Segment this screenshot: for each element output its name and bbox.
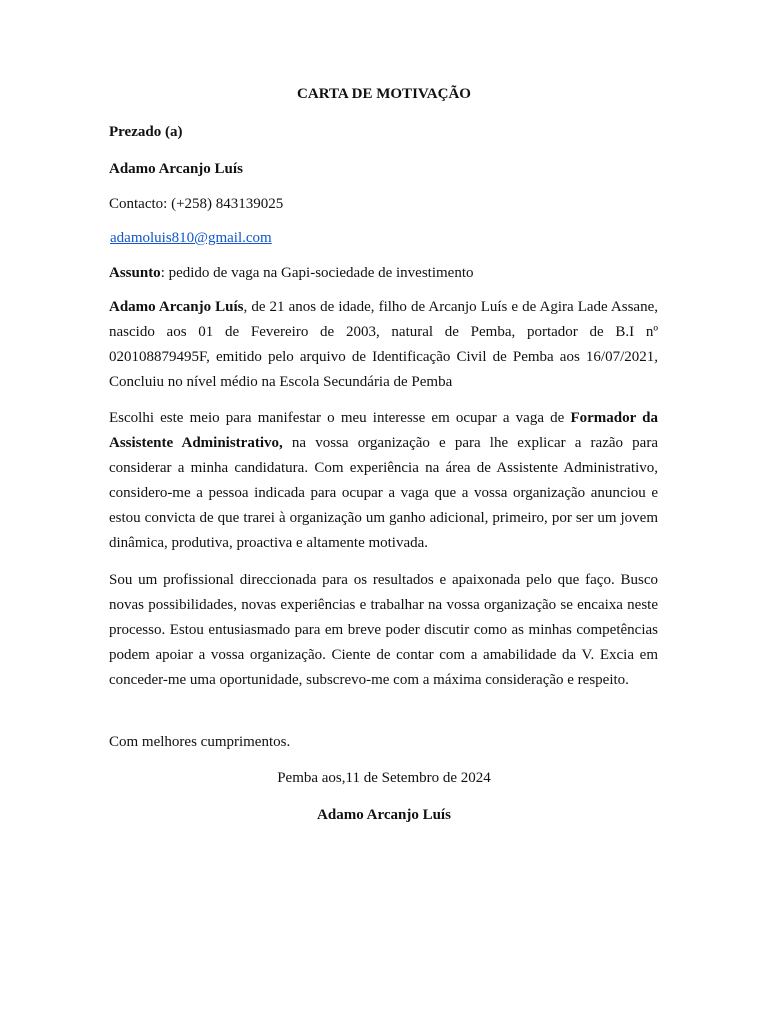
paragraph-profile: Sou um profissional direccionada para os resultados e apaixonada pelo que faço. Busco novas possibilidades, novas experiências e trabalhar na vossa organização se encaixa neste processo. Estou entusiasmado para em breve poder discutir como as minhas competências podem apoiar a vossa organização. Ciente de contar com a amabilidade da V. Excia em conceder-me uma oportunidade, subscrevo-me com a máxima consideração e respeito. [109,572,658,688]
paragraph-motivation-position: Formador da Assistente Administrativo, [109,410,658,451]
signature-name: Adamo Arcanjo Luís [317,807,451,823]
paragraph-identification-text: , de 21 anos de idade, filho de Arcanjo Luís e de Agira Lade Assane, nascido aos 01 de Fevereiro de 2003, natural de Pemba, portador de B.I nº 020108879495F, emitido pelo arquivo de Identificação Civil de Pemba aos 16/07/2021, Concluiu no nível médio na Escola Secundária de Pemba [109,299,658,390]
salutation: Prezado (a) [109,124,183,140]
letter-title: CARTA DE MOTIVAÇÃO [297,86,471,102]
email-link[interactable] [110,230,272,247]
contact-line: Contacto: (+258) 843139025 [109,196,284,212]
subject-text: : pedido de vaga na Gapi-sociedade de investimento [160,265,474,281]
sender-name: Adamo Arcanjo Luís [109,161,243,177]
closing-line: Com melhores cumprimentos. [109,734,291,750]
paragraph-identification [109,295,658,395]
place-date: Pemba aos,11 de Setembro de 2024 [277,770,491,786]
subject-label: Assunto [109,265,161,281]
paragraph-motivation [109,406,658,556]
paragraph-identification-name: Adamo Arcanjo Luís [109,299,244,315]
email-text[interactable]: adamoluis810@gmail.com [110,230,272,246]
paragraph-motivation-end: na vossa organização e para lhe explicar a razão para considerar a minha candidatura. Com experiência na área de Assistente Administrativo, considero-me a pessoa indicada para ocupar a vaga que a vossa organização anunciou e estou convicta de que trarei à organização um ganho adicional, primeiro, por ser um jovem dinâmica, produtiva, proactiva e altamente motivada. [109,435,658,551]
paragraph-motivation-start: Escolhi este meio para manifestar o meu interesse em ocupar a vaga de [109,410,571,426]
subject-line [109,265,474,282]
